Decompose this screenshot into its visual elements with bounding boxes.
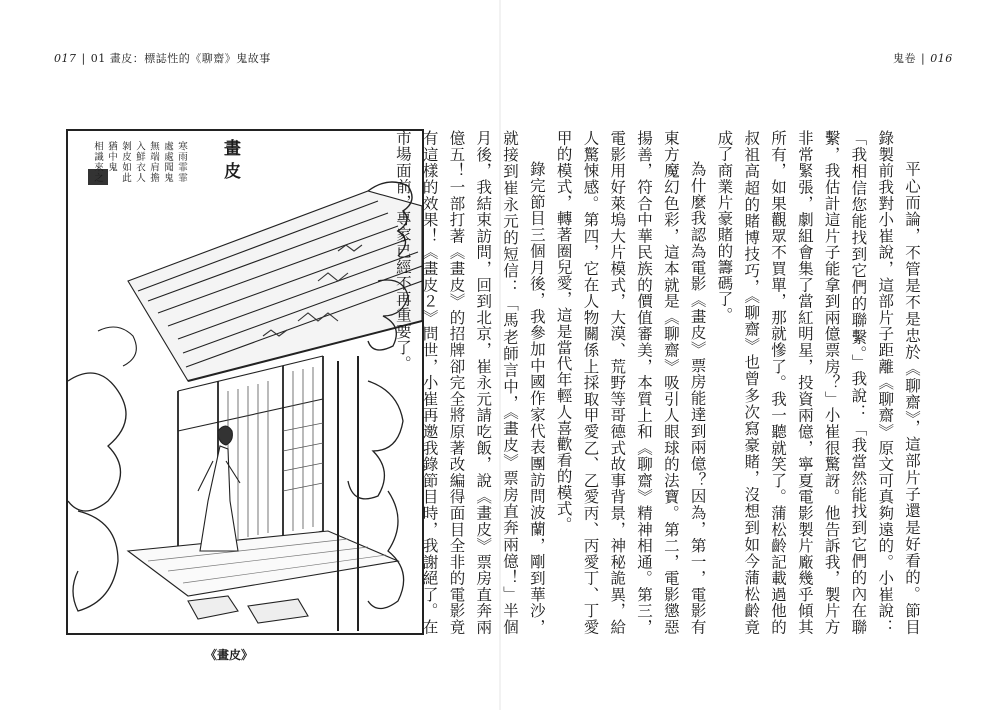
vertical-body-text: [393, 130, 925, 635]
running-header-right: [893, 50, 953, 66]
right-page: [393, 0, 1000, 710]
chapter-title: 01 畫皮：標誌性的《聊齋》鬼故事: [90, 52, 271, 65]
woodblock-illustration: [66, 129, 424, 635]
header-separator: |: [81, 52, 86, 65]
section-title: 鬼卷: [893, 52, 916, 65]
paragraph: 為什麼我認為電影《畫皮》票房能達到兩億？因為，第一，電影有東方魔幻色彩，這本就是《聊齋》吸引人眼球的法寶。第二，電影懲惡揚善，符合中華民族的價值審美，本質上和《聊齋》精神相通。第三，電影用好萊塢大片模式，大漠、荒野等哥德式故事背景，神秘詭異，給人驚悚感。第四，它在人物關係上採取甲愛乙、乙愛丙、丙愛丁、丁愛甲的模式，轉著圈兒愛，這是當代年輕人喜歡看的模式。: [554, 130, 707, 635]
page-number: 017: [54, 52, 77, 65]
illustration-title: 畫皮: [220, 139, 240, 185]
paragraph: 平心而論，不管是不是忠於《聊齋》，這部片子還是好看的。節目錄製前我對小崔說，這部片子距離《聊齋》原文可真夠遠的。小崔說：「我相信您能找到它們的聯繫。」我說：「我當然能找到它們的內在聯繫，我估計這片子能拿到兩億票房？」小崔很驚訝。他告訴我，製片方非常緊張，劇組會集了當紅明星，投資兩億，寧夏電影製片廠幾乎傾其所有，如果觀眾不買單，那就慘了。我一聽就笑了。蒲松齡記載過他的叔祖高超的賭博技巧，《聊齋》也曾多次寫豪賭，沒想到如今蒲松齡竟成了商業片豪賭的籌碼了。: [715, 130, 921, 635]
illustration-inscription: 寒雨霏霏 處處聞鬼 無端肩擔 入鮮衣人 剝皮如此 猶中鬼 相識來之: [92, 141, 187, 183]
running-header-left: [54, 50, 271, 66]
header-separator: |: [921, 52, 926, 65]
paragraph: 錄完節目三個月後，我參加中國作家代表團訪問波蘭，剛到華沙，就接到崔永元的短信：「馬老師言中，《畫皮》票房直奔兩億！」半個月後，我結束訪問，回到北京，崔永元請吃飯，說《畫皮》票房直奔兩億五！一部打著《畫皮》的招牌卻完全將原著改編得面目全非的電影竟有這樣的效果！《畫皮２》問世，小崔再邀我錄節目時，我謝絕了。在市場面前，專家已經不再重要了。: [393, 130, 546, 635]
page-number: 016: [930, 52, 953, 65]
illustration-caption: 《畫皮》: [205, 648, 254, 662]
